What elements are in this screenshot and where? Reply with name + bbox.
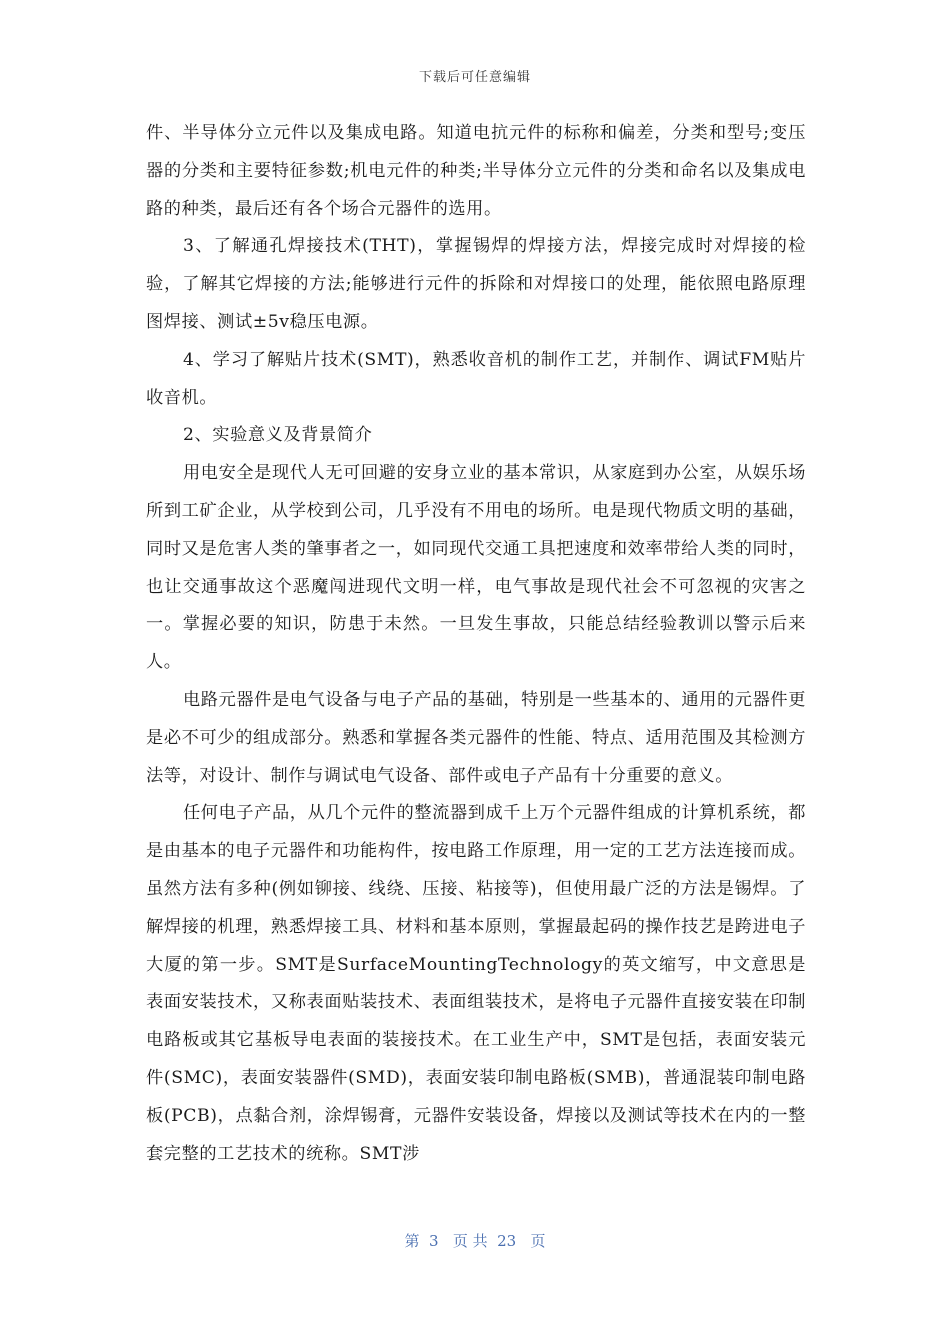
paragraph-continued: 件、半导体分立元件以及集成电路。知道电抗元件的标称和偏差，分类和型号;变压器的分类和主要特征参数;机电元件的种类;半导体分立元件的分类和命名以及集成电路的种类，最后还有各个场合元器件的选用。: [146, 123, 806, 219]
paragraph-electrical-safety: 用电安全是现代人无可回避的安身立业的基本常识，从家庭到办公室，从娱乐场所到工矿企业，从学校到公司，几乎没有不用电的场所。电是现代物质文明的基础，同时又是危害人类的肇事者之一，如同现代交通工具把速度和效率带给人类的同时，也让交通事故这个恶魔闯进现代文明一样，电气事故是现代社会不可忽视的灾害之一。掌握必要的知识，防患于未然。一旦发生事故，只能总结经验教训以警示后来人。: [146, 463, 806, 673]
paragraph-item-3: 3、了解通孔焊接技术(THT)，掌握锡焊的焊接方法，焊接完成时对焊接的检验，了解其它焊接的方法;能够进行元件的拆除和对焊接口的处理，能依照电路原理图焊接、测试±5v稳压电源。: [146, 236, 806, 332]
paragraph-soldering-smt: 任何电子产品，从几个元件的整流器到成千上万个元器件组成的计算机系统，都是由基本的电子元器件和功能构件，按电路工作原理，用一定的工艺方法连接而成。虽然方法有多种(例如铆接、线绕、压接、粘接等)，但使用最广泛的方法是锡焊。了解焊接的机理，熟悉焊接工具、材料和基本原则，掌握最起码的操作技艺是跨进电子大厦的第一步。SMT是SurfaceMountingTechnology的英文缩写，中文意思是表面安装技术，又称表面贴装技术、表面组装技术，是将电子元器件直接安装在印制电路板或其它基板导电表面的装接技术。在工业生产中，SMT是包括，表面安装元件(SMC)，表面安装器件(SMD)，表面安装印制电路板(SMB)，普通混装印制电路板(PCB)，点黏合剂，涂焊锡膏，元器件安装设备，焊接以及测试等技术在内的一整套完整的工艺技术的统称。SMT涉: [146, 803, 806, 1164]
paragraph-item-4: 4、学习了解贴片技术(SMT)，熟悉收音机的制作工艺，并制作、调试FM贴片收音机。: [146, 349, 806, 408]
document-body: [146, 115, 806, 1173]
page-header: 下载后可任意编辑: [418, 70, 531, 85]
paragraph-components: 电路元器件是电气设备与电子产品的基础，特别是一些基本的、通用的元器件更是必不可少的组成部分。熟悉和掌握各类元器件的性能、特点、适用范围及其检测方法等，对设计、制作与调试电气设备、部件或电子产品有十分重要的意义。: [146, 689, 806, 786]
section-heading: 2、实验意义及背景简介: [182, 425, 373, 446]
page-footer: 第 3 页 共 23 页: [404, 1232, 546, 1250]
